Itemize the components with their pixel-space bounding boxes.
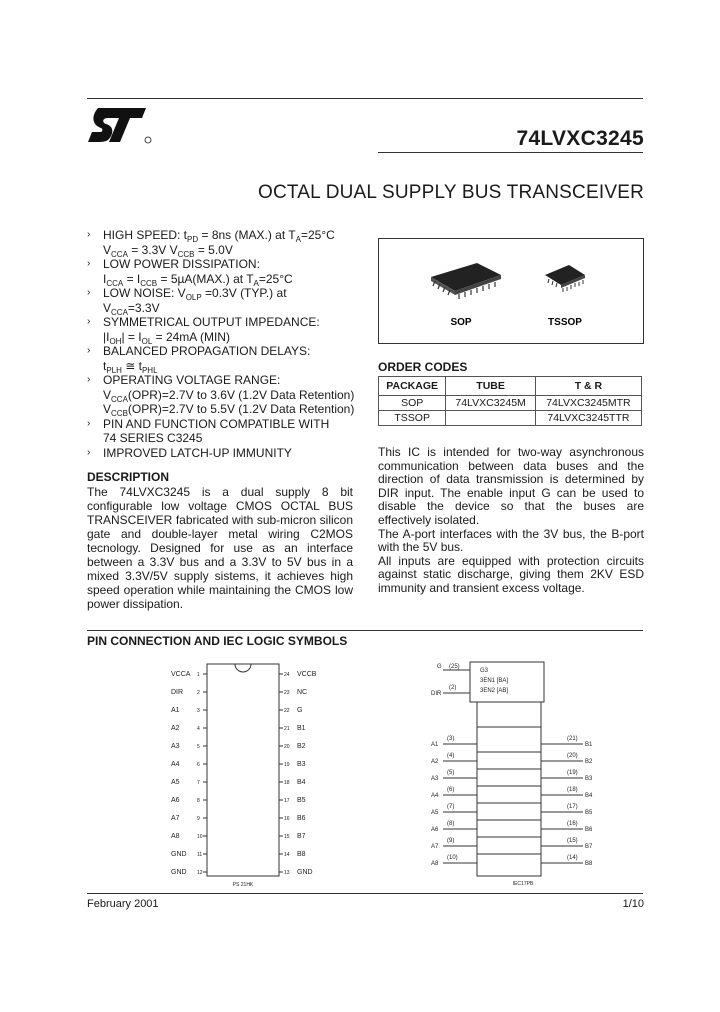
iec-b-label: B5 <box>585 810 593 816</box>
table-row <box>379 411 642 426</box>
iec-b-label: B4 <box>585 793 593 799</box>
dip-pin-number: 7 <box>197 780 200 786</box>
pin-section-heading: PIN CONNECTION AND IEC LOGIC SYMBOLS <box>87 634 348 648</box>
iec-b-number: (14) <box>567 855 578 861</box>
tssop-package <box>545 265 585 292</box>
dip-pin-label: VCCA <box>171 671 191 678</box>
iec-b-number: (17) <box>567 804 578 810</box>
document-title: OCTAL DUAL SUPPLY BUS TRANSCEIVER <box>257 182 644 203</box>
iec-a-label: A4 <box>431 793 439 799</box>
part-number: 74LVXC3245 <box>516 127 644 150</box>
iec-a-number: (10) <box>447 855 458 861</box>
dip-pin-number: 11 <box>197 852 203 858</box>
table-cell <box>446 411 536 426</box>
page-number: 1/10 <box>622 898 644 910</box>
table-row <box>379 396 642 411</box>
dip-pin-label: B7 <box>297 833 306 840</box>
dip-pin-number: 1 <box>197 672 200 678</box>
dip-pin-label: A2 <box>171 725 180 732</box>
tssop-label: TSSOP <box>548 317 582 328</box>
g-pin-number: (25) <box>449 664 460 670</box>
iec-b-label: B7 <box>585 844 593 850</box>
table-cell: 74LVXC3245M <box>446 396 536 411</box>
header-rule <box>378 152 643 153</box>
dip-pin-number: 5 <box>197 744 200 750</box>
table-header-row <box>379 377 642 396</box>
paragraph: All inputs are equipped with protection circuits against static discharge, giving them 2KV ESD immunity and transient excess voltage. <box>378 553 644 595</box>
iec-a-number: (4) <box>447 753 455 759</box>
iec-a-label: A5 <box>431 810 439 816</box>
paragraph: This IC is intended for two-way asynchronous communication between data buses and the direction of data transmission is determined by DIR input. The enable input G can be used to disable the device so that the buses are effectively isolated. <box>378 445 644 527</box>
dip-pin-number: 15 <box>284 834 290 840</box>
iec-id-label: IEC17PB <box>512 881 534 887</box>
iec-a-label: A2 <box>431 759 439 765</box>
iec-b-number: (21) <box>567 736 578 742</box>
dip-pin-label: A7 <box>171 815 180 822</box>
iec-logic-symbol <box>431 662 593 887</box>
iec-a-number: (3) <box>447 736 455 742</box>
feature-item: › SYMMETRICAL OUTPUT IMPEDANCE: $|I_{OH}| = I_{OL} = 24mA$ (MIN) <box>87 315 357 344</box>
iec-a-label: A8 <box>431 861 439 867</box>
dip-pin-label: NC <box>297 689 308 696</box>
iec-a-number: (7) <box>447 804 455 810</box>
dip-pin-number: 4 <box>197 726 200 732</box>
iec-b-number: (19) <box>567 770 578 776</box>
pin-diagrams <box>87 650 643 890</box>
dir-pin-number: (2) <box>449 685 457 691</box>
dip-pin-number: 24 <box>284 672 290 678</box>
dip-pin-number: 12 <box>197 870 203 876</box>
feature-item: › HIGH SPEED: $t_{PD} = 8ns$ (MAX.) at $T_A=25^\circ C$ $V_{CCA} = 3.3V$ $V_{CCB} = 5.0V$ <box>87 228 357 257</box>
dip-pin-number: 20 <box>284 744 290 750</box>
table-cell: 74LVXC3245TTR <box>535 411 641 426</box>
dip-pin-number: 2 <box>197 690 200 696</box>
table-cell: TSSOP <box>379 411 446 426</box>
column-header: PACKAGE <box>379 377 446 396</box>
iec-b-label: B8 <box>585 861 593 867</box>
block-line: G3 <box>480 668 489 674</box>
dip-pin-number: 6 <box>197 762 200 768</box>
footer-rule <box>87 893 643 894</box>
dip-pin-label: A6 <box>171 797 180 804</box>
package-box <box>378 238 644 344</box>
iec-b-number: (15) <box>567 838 578 844</box>
feature-item: › LOW NOISE: $V_{OLP} =0.3V$ (TYP.) at $V_{CCA}=3.3V$ <box>87 286 357 315</box>
table-cell: SOP <box>379 396 446 411</box>
g-input-label: G <box>437 664 442 670</box>
feature-item: › OPERATING VOLTAGE RANGE: $V_{CCA}(OPR)=2.7V$ to 3.6V (1.2V Data Retention) $V_{CCB}(OPR)=2.7V$ to 5.5V (1.2V Data Retention) <box>87 373 357 417</box>
dip-pin-label: A4 <box>171 761 180 768</box>
dip-pin-label: GND <box>297 869 313 876</box>
iec-b-label: B6 <box>585 827 593 833</box>
dip-pin-number: 22 <box>284 708 290 714</box>
dip-pin-number: 23 <box>284 690 290 696</box>
feature-item: › BALANCED PROPAGATION DELAYS: $t_{PLH}$ ≅ $t_{PHL}$ <box>87 344 357 373</box>
table-cell: 74LVXC3245MTR <box>535 396 641 411</box>
dip-pin-label: B8 <box>297 851 306 858</box>
dip-pin-number: 10 <box>197 834 203 840</box>
dip-pin-label: A8 <box>171 833 180 840</box>
dip-pin-number: 3 <box>197 708 200 714</box>
dip-pin-label: GND <box>171 851 187 858</box>
dip-pin-label: B1 <box>297 725 306 732</box>
dip-pin-label: G <box>297 707 303 714</box>
iec-b-label: B1 <box>585 742 593 748</box>
column-header: T & R <box>535 377 641 396</box>
feature-item: › IMPROVED LATCH-UP IMMUNITY <box>87 446 357 461</box>
dip-pin-label: A5 <box>171 779 180 786</box>
feature-list <box>87 228 357 460</box>
block-line: 3EN2 [AB] <box>480 688 509 694</box>
dip-pin-number: 18 <box>284 780 290 786</box>
feature-item: › LOW POWER DISSIPATION: $I_{CCA} = I_{CCB} = 5\mu A(MAX.)$ at $T_A=25^\circ C$ <box>87 257 357 286</box>
dip-pin-number: 16 <box>284 816 290 822</box>
dip-diagram <box>171 664 317 888</box>
dip-pin-label: B3 <box>297 761 306 768</box>
iec-a-label: A1 <box>431 742 439 748</box>
package-drawings <box>379 239 643 343</box>
dip-pin-number: 17 <box>284 798 290 804</box>
iec-a-number: (9) <box>447 838 455 844</box>
feature-item: › PIN AND FUNCTION COMPATIBLE WITH 74 SERIES C3245 <box>87 417 357 446</box>
dip-pin-label: DIR <box>171 689 184 696</box>
dip-pin-number: 14 <box>284 852 290 858</box>
dip-pin-number: 8 <box>197 798 200 804</box>
iec-b-number: (16) <box>567 821 578 827</box>
iec-b-label: B2 <box>585 759 593 765</box>
sop-package <box>431 263 501 299</box>
sop-label: SOP <box>450 317 472 328</box>
dip-pin-label: B6 <box>297 815 306 822</box>
paragraph: The A-port interfaces with the 3V bus, the B-port with the 5V bus. <box>378 526 644 555</box>
dip-pin-label: A1 <box>171 707 180 714</box>
iec-a-number: (5) <box>447 770 455 776</box>
footer-date: February 2001 <box>87 898 159 910</box>
right-description <box>378 446 644 596</box>
iec-a-label: A7 <box>431 844 439 850</box>
column-header: TUBE <box>446 377 536 396</box>
description-heading: DESCRIPTION <box>87 470 170 484</box>
dip-pin-number: 13 <box>284 870 290 876</box>
iec-b-number: (20) <box>567 753 578 759</box>
dip-pin-label: VCCB <box>297 671 317 678</box>
dip-pin-label: GND <box>171 869 187 876</box>
iec-a-number: (6) <box>447 787 455 793</box>
top-rule <box>87 98 643 99</box>
order-codes-heading: ORDER CODES <box>378 360 468 374</box>
dip-pin-number: 9 <box>197 816 200 822</box>
dir-input-label: DIR <box>431 691 442 697</box>
iec-a-label: A6 <box>431 827 439 833</box>
section-rule <box>87 630 643 631</box>
iec-a-label: A3 <box>431 776 439 782</box>
dip-pin-label: A3 <box>171 743 180 750</box>
st-logo <box>84 102 154 148</box>
iec-b-label: B3 <box>585 776 593 782</box>
iec-b-number: (18) <box>567 787 578 793</box>
dip-pin-label: B4 <box>297 779 306 786</box>
description-text: The 74LVXC3245 is a dual supply 8 bit configurable low voltage CMOS OCTAL BUS TRANSCEIVER fabricated with sub-micron silicon gate and double-layer metal wiring C2MOS tecnology. Designed for use as an interface between a 3.3V bus and a 3.3V to 5V bus in a mixed 3.3V/5V supply sistems, it achieves high speed operation while maintaining the CMOS low power dissipation. <box>87 485 353 611</box>
block-line: 3EN1 [BA] <box>480 678 509 684</box>
dip-pin-number: 21 <box>284 726 290 732</box>
dip-pin-number: 19 <box>284 762 290 768</box>
dip-pin-label: B5 <box>297 797 306 804</box>
chip-id-label: PS 21HK <box>232 882 254 888</box>
iec-a-number: (8) <box>447 821 455 827</box>
dip-pin-label: B2 <box>297 743 306 750</box>
order-codes-table <box>378 376 642 426</box>
